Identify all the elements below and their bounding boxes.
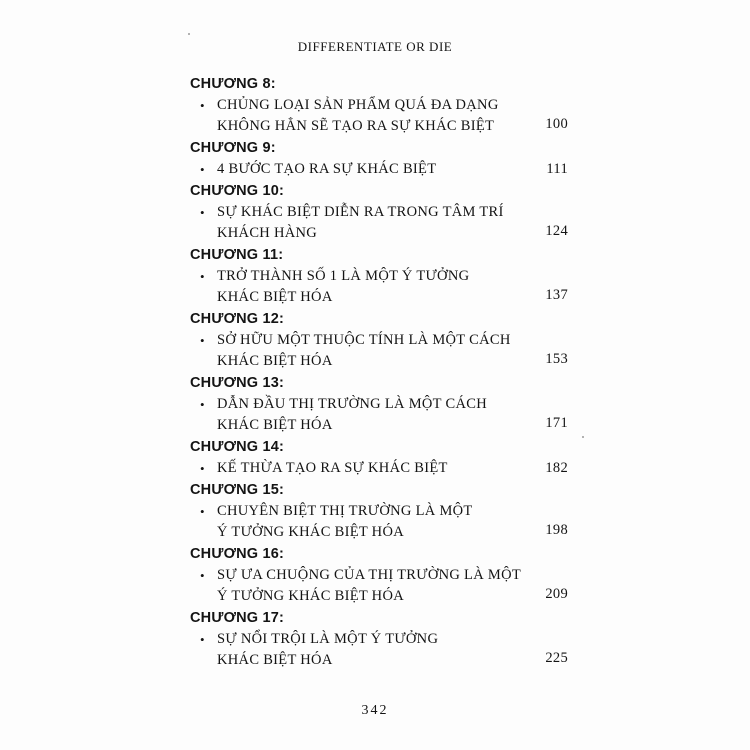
- toc-entry: [190, 159, 570, 180]
- entry-title-line: Ý TƯỞNG KHÁC BIỆT HÓA: [217, 524, 404, 540]
- page-number-footer: 342: [361, 703, 389, 718]
- entry-page-number: 100: [545, 116, 568, 132]
- entry-title-line: KHÁC BIỆT HÓA: [217, 353, 333, 369]
- toc-entry: [190, 394, 570, 436]
- bullet-icon: •: [200, 504, 205, 519]
- toc-entry: [190, 501, 570, 543]
- toc-entry: [190, 565, 570, 607]
- entry-page-number: 225: [545, 650, 568, 666]
- toc-entry: [190, 266, 570, 308]
- entry-title-line: SỰ ƯA CHUỘNG CỦA THỊ TRƯỜNG LÀ MỘT: [217, 567, 522, 583]
- entry-title-line: KHÔNG HẲN SẼ TẠO RA SỰ KHÁC BIỆT: [217, 118, 495, 134]
- entry-page-number: 182: [545, 460, 568, 476]
- entry-page-number: 209: [545, 586, 568, 602]
- toc-entry: [190, 330, 570, 372]
- chapter-heading: CHƯƠNG 9:: [190, 140, 276, 156]
- entry-title-line: KHÁC BIỆT HÓA: [217, 417, 333, 433]
- bullet-icon: •: [200, 205, 205, 220]
- entry-title-line: DẪN ĐẦU THỊ TRƯỜNG LÀ MỘT CÁCH: [217, 396, 487, 412]
- toc-entry: [190, 458, 570, 479]
- entry-title-line: KHÁC BIỆT HÓA: [217, 289, 333, 305]
- entry-title-line: SỰ KHÁC BIỆT DIỄN RA TRONG TÂM TRÍ: [217, 204, 504, 220]
- bullet-icon: •: [200, 98, 205, 113]
- chapter-heading: CHƯƠNG 12:: [190, 311, 285, 327]
- entry-page-number: 171: [545, 415, 568, 431]
- bullet-icon: •: [200, 632, 205, 647]
- entry-title-line: CHUYÊN BIỆT THỊ TRƯỜNG LÀ MỘT: [217, 503, 473, 519]
- chapter-heading: CHƯƠNG 15:: [190, 482, 285, 498]
- entry-title-line: KHÁC BIỆT HÓA: [217, 652, 333, 668]
- bullet-icon: •: [200, 461, 205, 476]
- chapter-heading: CHƯƠNG 11:: [190, 247, 284, 263]
- chapter-heading: CHƯƠNG 14:: [190, 439, 285, 455]
- toc-entry: [190, 629, 570, 671]
- entry-title-line: CHỦNG LOẠI SẢN PHẨM QUÁ ĐA DẠNG: [217, 97, 499, 113]
- bullet-icon: •: [200, 269, 205, 284]
- entry-page-number: 198: [545, 522, 568, 538]
- bullet-icon: •: [200, 162, 205, 177]
- entry-page-number: 153: [545, 351, 568, 367]
- entry-title-line: 4 BƯỚC TẠO RA SỰ KHÁC BIỆT: [217, 161, 437, 177]
- entry-title-line: SỰ NỔI TRỘI LÀ MỘT Ý TƯỞNG: [217, 631, 439, 647]
- entry-page-number: 124: [545, 223, 568, 239]
- entry-page-number: 137: [545, 287, 568, 303]
- chapter-heading: CHƯƠNG 16:: [190, 546, 285, 562]
- bullet-icon: •: [200, 333, 205, 348]
- paper-speck: [188, 33, 190, 35]
- entry-title-line: TRỞ THÀNH SỐ 1 LÀ MỘT Ý TƯỞNG: [217, 268, 470, 284]
- entry-title-line: Ý TƯỞNG KHÁC BIỆT HÓA: [217, 588, 404, 604]
- entry-title-line: KHÁCH HÀNG: [217, 225, 318, 241]
- bullet-icon: •: [200, 568, 205, 583]
- entry-title-line: SỞ HỮU MỘT THUỘC TÍNH LÀ MỘT CÁCH: [217, 332, 511, 348]
- chapter-heading: CHƯƠNG 17:: [190, 610, 285, 626]
- toc-entry: [190, 202, 570, 244]
- paper-speck: [582, 436, 584, 438]
- chapter-heading: CHƯƠNG 10:: [190, 183, 285, 199]
- table-of-contents: [190, 73, 570, 671]
- chapter-heading: CHƯƠNG 13:: [190, 375, 285, 391]
- chapter-heading: CHƯƠNG 8:: [190, 76, 276, 92]
- running-head: DIFFERENTIATE OR DIE: [297, 39, 453, 54]
- toc-entry: [190, 95, 570, 137]
- entry-title-line: KẾ THỪA TẠO RA SỰ KHÁC BIỆT: [217, 460, 448, 476]
- entry-page-number: 111: [546, 161, 568, 177]
- bullet-icon: •: [200, 397, 205, 412]
